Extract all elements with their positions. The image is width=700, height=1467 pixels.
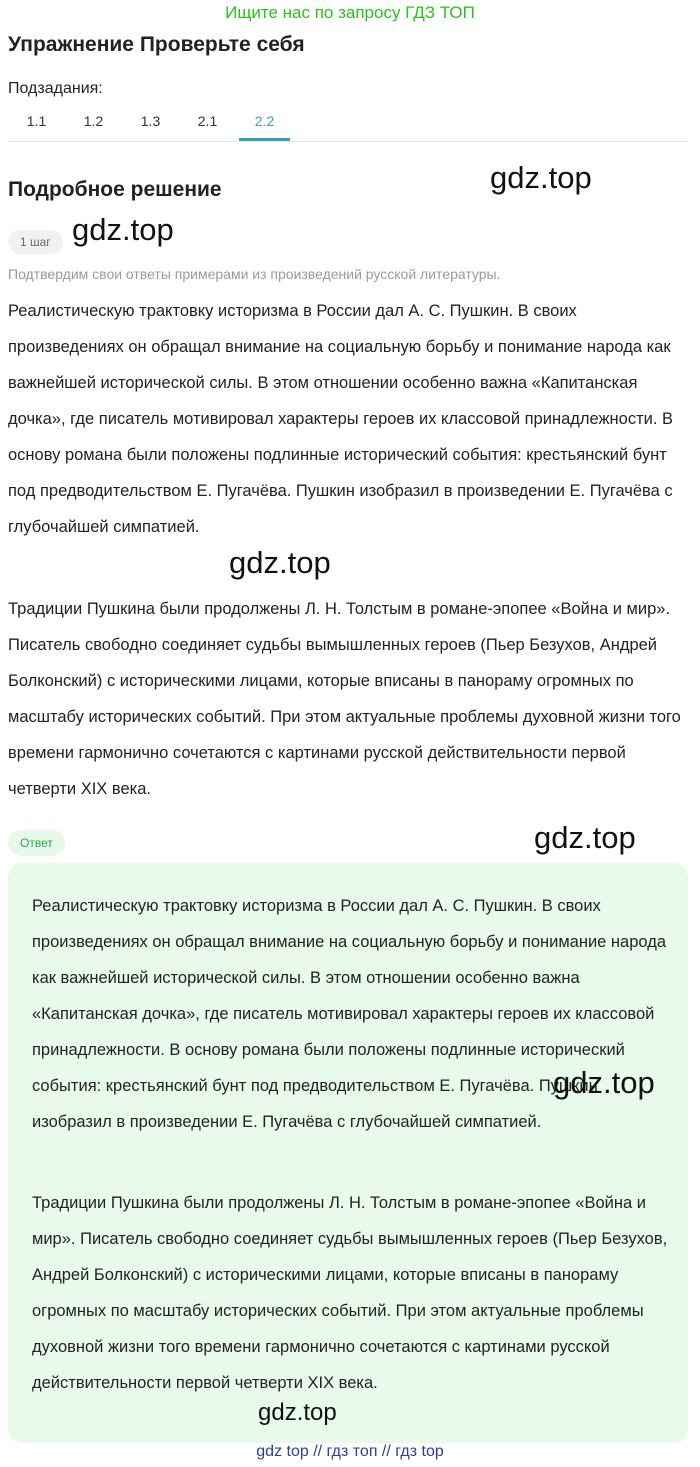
tab-2-2[interactable]: 2.2 [239,104,290,141]
footer-links: gdz top // гдз топ // гдз top [256,1443,444,1460]
tab-1-1[interactable]: 1.1 [26,113,47,129]
watermark: gdz.top [229,545,331,580]
solution-paragraph-1: Реалистическую трактовку историзма в России дал А. С. Пушкин. В своих произведениях он обращал внимание на социальную борьбу и понимание народа как важнейшей исторической силы. В этом отношении особенно важна «Капитанская дочка», где писатель мотивировал характеры героев их классовой принадлежности. В основу романа были положены подлинные исторический события: крестьянский бунт под предводительством Е. Пугачёва. Пушкин изобразил в произведении Е. Пугачёва с глубочайшей симпатией. [8,302,674,536]
tab-1-3[interactable]: 1.3 [140,113,161,129]
page-title: Упражнение Проверьте себя [8,33,305,56]
solution-paragraph-2: Традиции Пушкина были продолжены Л. Н. Толстым в романе-эпопее «Война и мир». Писатель свободно соединяет судьбы вымышленных героев (Пьер Безухов, Андрей Болконский) с историческими лицами, которые вписаны в панораму огромных по масштабу исторических событий. При этом актуальные проблемы духовной жизни того времени гармонично сочетаются с картинами русской действительности первой четверти XIX века. [8,600,681,798]
answer-paragraph-2: Традиции Пушкина были продолжены Л. Н. Толстым в романе-эпопее «Война и мир». Писатель свободно соединяет судьбы вымышленных героев (Пьер Безухов, Андрей Болконский) с историческими лицами, которые вписаны в панораму огромных по масштабу исторических событий. При этом актуальные проблемы духовной жизни того времени гармонично сочетаются с картинами русской действительности первой четверти XIX века. [32,1194,668,1392]
solution-heading: Подробное решение [8,178,222,201]
tab-2-1[interactable]: 2.1 [197,113,218,129]
answer-badge: Ответ [8,830,65,856]
watermark: gdz.top [534,820,636,855]
tab-1-2[interactable]: 1.2 [83,113,104,129]
subtask-tabs [8,104,688,142]
answer-paragraph-1: Реалистическую трактовку историзма в России дал А. С. Пушкин. В своих произведениях он обращал внимание на социальную борьбу и понимание народа как важнейшей исторической силы. В этом отношении особенно важна «Капитанская дочка», где писатель мотивировал характеры героев их классовой принадлежности. В основу романа были положены подлинные исторический события: крестьянский бунт под предводительством Е. Пугачёва. Пушкин изобразил в произведении Е. Пугачёва с глубочайшей симпатией. [32,897,667,1131]
watermark: gdz.top [72,212,174,247]
search-promo-banner: Ищите нас по запросу ГДЗ ТОП [225,3,475,22]
solution-hint: Подтвердим свои ответы примерами из произведений русской литературы. [8,266,501,282]
watermark: gdz.top [490,160,592,195]
step-badge: 1 шаг [8,230,63,254]
subtasks-label: Подзадания: [8,80,103,97]
watermark: gdz.top [553,1065,655,1100]
watermark: gdz.top [258,1399,337,1426]
